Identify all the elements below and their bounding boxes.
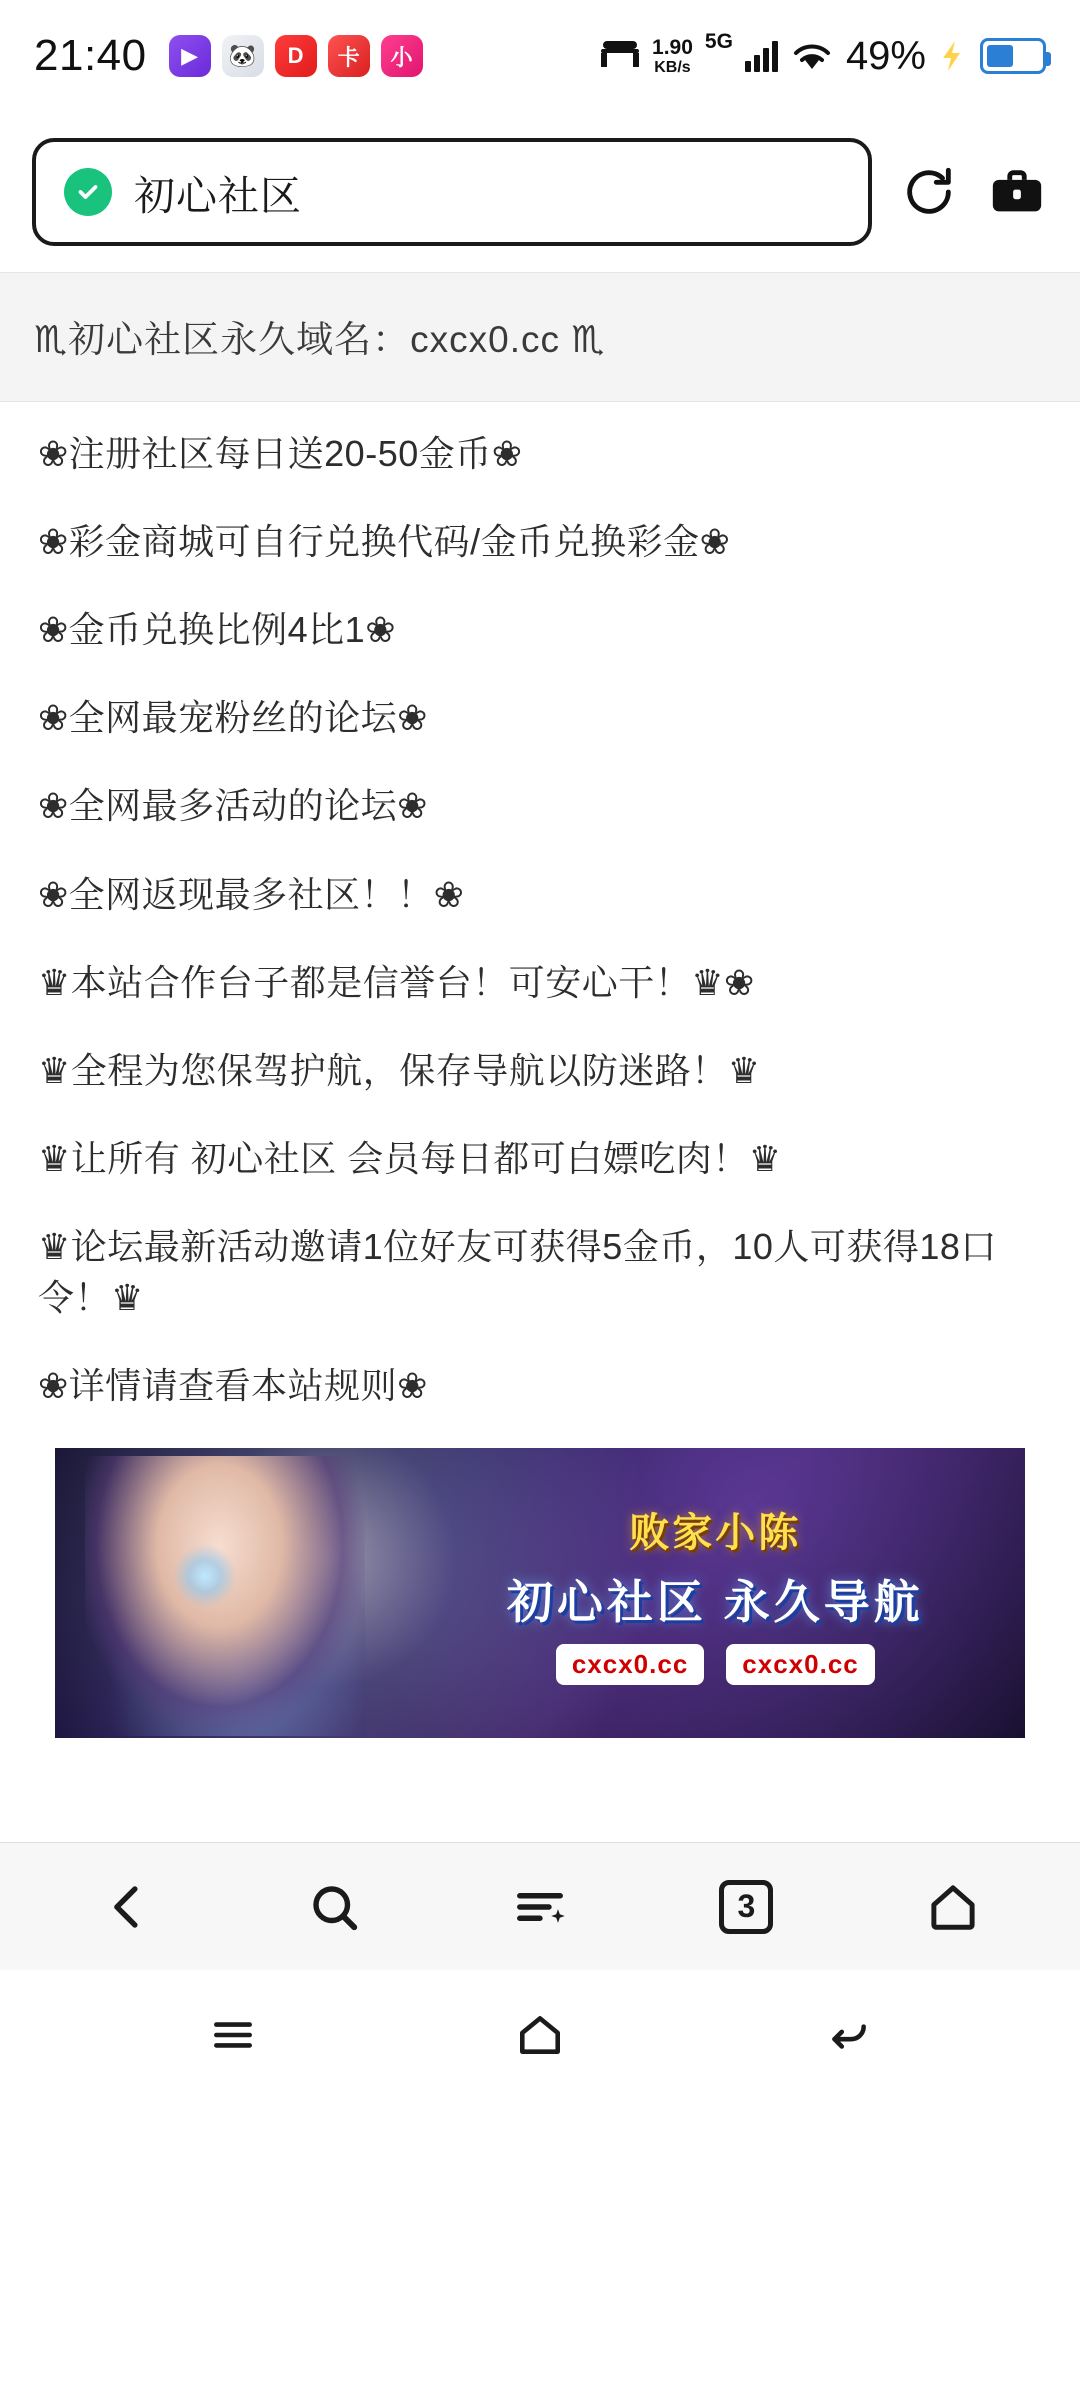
promo-line: ♛全程为您保驾护航，保存导航以防迷路！♛ — [38, 1049, 761, 1091]
tabs-button[interactable] — [698, 1859, 794, 1955]
back-button[interactable] — [79, 1859, 175, 1955]
promo-line: ♛论坛最新活动邀请1位好友可获得5金币，10人可获得18口令！♛ — [38, 1225, 997, 1319]
promo-line: ♛让所有 初心社区 会员每日都可白嫖吃肉！♛ — [38, 1137, 782, 1179]
menu-sparkle-icon — [513, 1880, 567, 1934]
shield-check-icon — [64, 168, 112, 216]
home-outline-icon — [515, 2010, 565, 2060]
douyin-app-icon: D — [275, 35, 317, 77]
banner-domain-tag: cxcx0.cc — [556, 1644, 704, 1685]
charging-bolt-icon — [938, 39, 968, 73]
tab-count-label: 3 — [719, 1880, 773, 1934]
search-icon — [307, 1880, 361, 1934]
status-time: 21:40 — [34, 31, 147, 80]
red-app-icon: 卡 — [328, 35, 370, 77]
banner-text-block — [424, 1501, 1025, 1685]
battery-icon — [980, 38, 1046, 74]
browser-toolbar — [0, 112, 1080, 272]
banner-title-top: 败家小陈 — [629, 1511, 802, 1556]
back-arrow-icon — [822, 2010, 872, 2060]
signal-bars-icon — [745, 40, 778, 72]
status-bar — [0, 0, 1080, 112]
network-speed-unit: KB/s — [654, 58, 691, 76]
promo-line: ❀详情请查看本站规则❀ — [38, 1365, 428, 1407]
search-button[interactable] — [286, 1859, 382, 1955]
network-speed-value: 1.90 — [652, 35, 693, 59]
promo-line: ❀金币兑换比例4比1❀ — [38, 609, 396, 651]
bed-icon — [600, 39, 640, 73]
web-page-content — [0, 272, 1080, 1842]
url-text: 初心社区 — [134, 172, 302, 219]
home-button[interactable] — [905, 1859, 1001, 1955]
recents-icon — [208, 2010, 258, 2060]
home-icon — [926, 1880, 980, 1934]
home-button[interactable] — [490, 1985, 590, 2085]
banner-domain-tag: cxcx0.cc — [726, 1644, 874, 1685]
network-speed — [652, 37, 693, 76]
promo-line: ❀全网返现最多社区！！❀ — [38, 873, 465, 915]
promo-line: ♛本站合作台子都是信誉台！可安心干！♛❀ — [38, 961, 755, 1003]
pink-app-icon: 小 — [381, 35, 423, 77]
promo-line: ❀全网最多活动的论坛❀ — [38, 785, 428, 827]
menu-button[interactable] — [492, 1859, 588, 1955]
battery-percent: 49% — [845, 33, 926, 78]
browser-bottom-nav — [0, 1842, 1080, 1970]
banner-sparkle-effect — [173, 1544, 237, 1608]
status-indicators — [600, 29, 1046, 79]
domain-notice-text: ♏初心社区永久域名：cxcx0.cc ♏ — [34, 319, 606, 360]
promo-banner-image[interactable] — [55, 1448, 1025, 1738]
recents-button[interactable] — [183, 1985, 283, 2085]
video-app-icon: ▶ — [169, 35, 211, 77]
back-button[interactable] — [797, 1985, 897, 2085]
refresh-icon[interactable] — [898, 161, 960, 223]
banner-title-main: 初心社区 永久导航 — [506, 1576, 924, 1629]
network-type-label: 5G — [704, 29, 733, 53]
toolbox-icon[interactable] — [986, 161, 1048, 223]
url-input[interactable] — [32, 138, 872, 246]
chevron-left-icon — [100, 1880, 154, 1934]
promo-line: ❀全网最宠粉丝的论坛❀ — [38, 697, 428, 739]
promo-line: ❀注册社区每日送20-50金币❀ — [38, 433, 523, 474]
promo-lines-list — [0, 402, 1080, 1411]
banner-domain-tags — [424, 1644, 1007, 1685]
promo-banner-container[interactable] — [0, 1448, 1080, 1738]
panda-app-icon: 🐼 — [222, 35, 264, 77]
status-app-icons — [169, 35, 423, 77]
promo-line: ❀彩金商城可自行兑换代码/金币兑换彩金❀ — [38, 521, 731, 563]
system-navigation-bar — [0, 1970, 1080, 2100]
wifi-icon — [790, 39, 834, 73]
domain-notice-banner — [0, 272, 1080, 402]
